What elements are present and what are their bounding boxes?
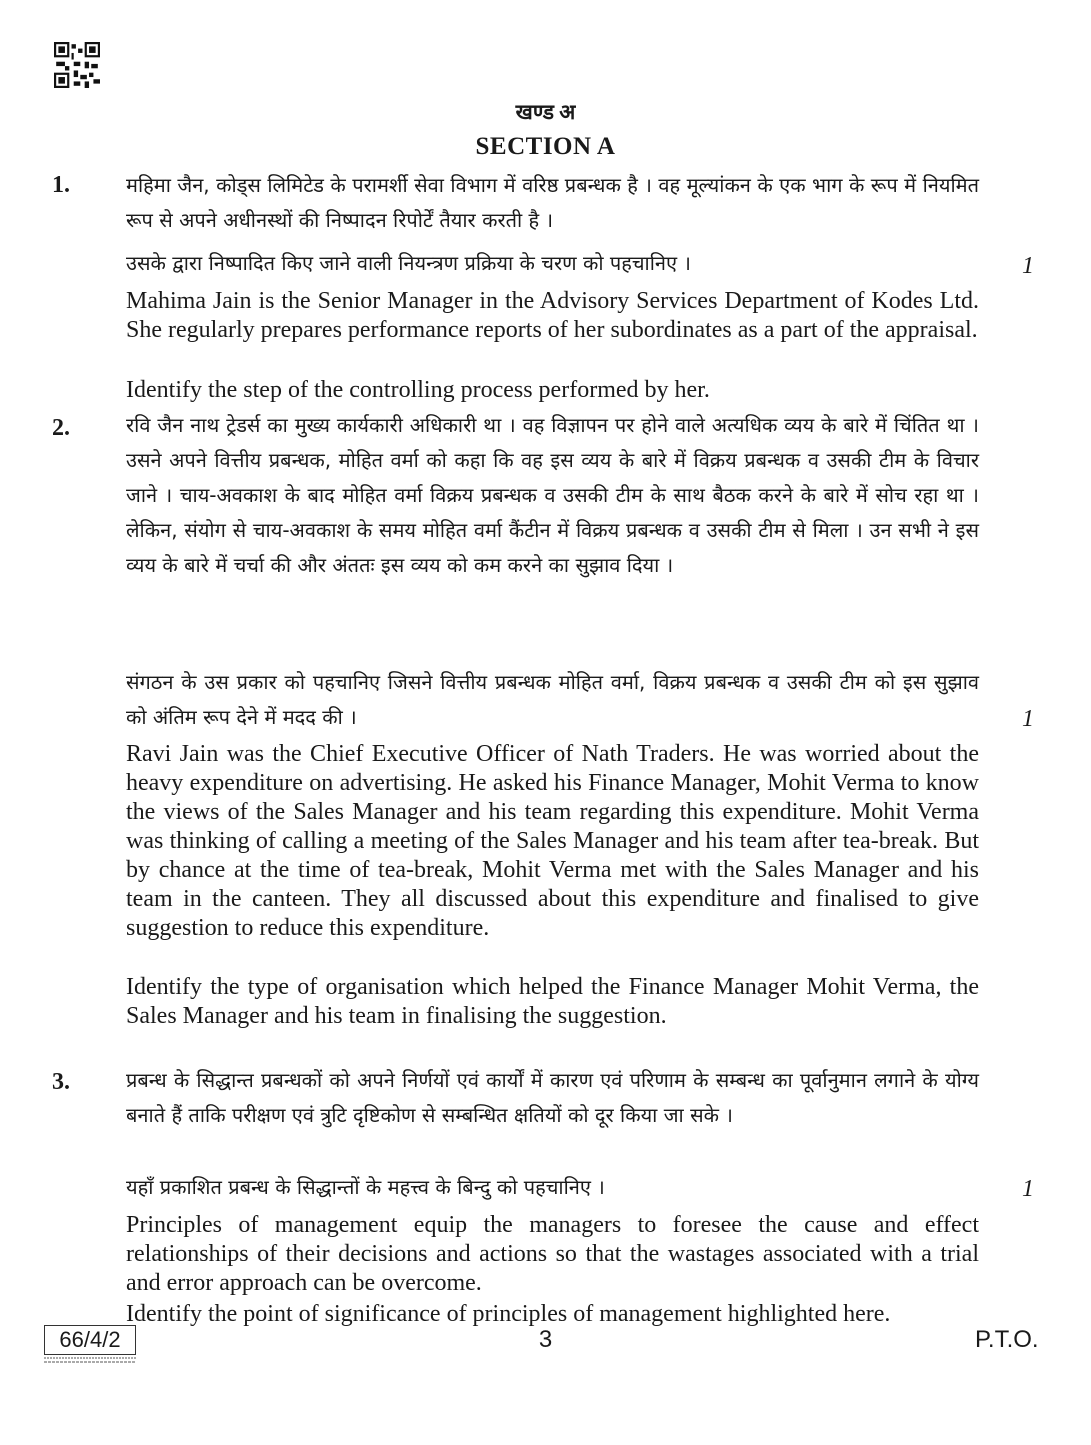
question-hindi-prompt: यहाँ प्रकाशित प्रबन्ध के सिद्धान्तों के महत्त्व के बिन्दु को पहचानिए । [126, 1175, 605, 1199]
microtext-lines-icon [44, 1356, 136, 1366]
question-hindi-context: रवि जैन नाथ ट्रेडर्स का मुख्य कार्यकारी अधिकारी था । वह विज्ञापन पर होने वाले अत्यधिक व्यय के बारे में चिंतित था । उसने अपने वित्तीय प्रबन्धक, मोहित वर्मा को कहा कि वह इस व्यय के बारे में विक्रय प्रबन्धक व उसकी टीम के विचार जाने । चाय-अवकाश के बाद मोहित वर्मा विक्रय प्रबन्धक व उसकी टीम के साथ बैठक करने के बारे में सोच रहा था । लेकिन, संयोग से चाय-अवकाश के समय मोहित वर्मा कैंटीन में विक्रय प्रबन्धक व उसकी टीम से मिला । उन सभी ने इस व्यय के बारे में चर्चा की और अंततः इस व्यय को कम करने का सुझाव दिया । [126, 413, 979, 577]
question-english-context: Mahima Jain is the Senior Manager in the Advisory Services Department of Kodes Ltd. She regularly prepares performance reports of her subordinates as a part of the appraisal. [126, 288, 979, 343]
question-hindi-context: प्रबन्ध के सिद्धान्त प्रबन्धकों को अपने निर्णयों एवं कार्यों में कारण एवं परिणाम के सम्बन्ध का पूर्वानुमान लगाने के योग्य बनाते हैं ताकि परीक्षण एवं त्रुटि दृष्टिकोण से सम्बन्धित क्षतियों को दूर किया जा सके । [126, 1068, 979, 1127]
question-number: 1. [52, 172, 70, 198]
question-hindi-prompt: उसके द्वारा निष्पादित किए जाने वाली नियन्त्रण प्रक्रिया के चरण को पहचानिए । [126, 251, 691, 275]
question-hindi-prompt: संगठन के उस प्रकार को पहचानिए जिसने वित्तीय प्रबन्धक मोहित वर्मा, विक्रय प्रबन्धक व उसकी टीम को इस सुझाव को अंतिम रूप देने में मदद की । [126, 670, 979, 729]
question-english-prompt: Identify the step of the controlling process performed by her. [126, 377, 710, 403]
marks-label: 1 [1022, 253, 1034, 279]
marks-label: 1 [1022, 1176, 1034, 1202]
question-number: 2. [52, 415, 70, 441]
question-english-prompt: Identify the point of significance of principles of management highlighted here. [126, 1301, 891, 1327]
question-english-context: Ravi Jain was the Chief Executive Officer of Nath Traders. He was worried about the heavy expenditure on advertising. He asked his Finance Manager, Mohit Verma to know the views of the Sales Manager and his team regarding this expenditure. Mohit Verma was thinking of calling a meeting of the Sales Manager and his team after tea-break. But by chance at the time of tea-break, Mohit Verma met with the Sales Manager and his team in the canteen. They all discussed about this expenditure and finalised to give suggestion to reduce this expenditure. [126, 741, 979, 941]
section-title-hindi: खण्ड अ [515, 100, 576, 124]
page-number: 3 [538, 1326, 553, 1353]
question-english-prompt: Identify the type of organisation which helped the Finance Manager Mohit Verma, the Sales Manager and his team in finalising the suggestion. [126, 974, 979, 1029]
section-title-english: SECTION A [475, 133, 616, 160]
marks-label: 1 [1022, 706, 1034, 732]
question-hindi-context: महिमा जैन, कोड्स लिमिटेड के परामर्शी सेवा विभाग में वरिष्ठ प्रबन्धक है । वह मूल्यांकन के एक भाग के रूप में नियमित रूप से अपने अधीनस्थों की निष्पादन रिपोर्टें तैयार करती है । [126, 173, 979, 232]
question-number: 3. [52, 1069, 70, 1095]
pto-label: P.T.O. [975, 1326, 1039, 1353]
question-english-context: Principles of management equip the managers to foresee the cause and effect relationships of their decisions and actions so that the wastages associated with a trial and error approach can be overcome. [126, 1212, 979, 1296]
qr-code-icon [54, 42, 100, 88]
paper-code: 66/4/2 [44, 1325, 136, 1355]
